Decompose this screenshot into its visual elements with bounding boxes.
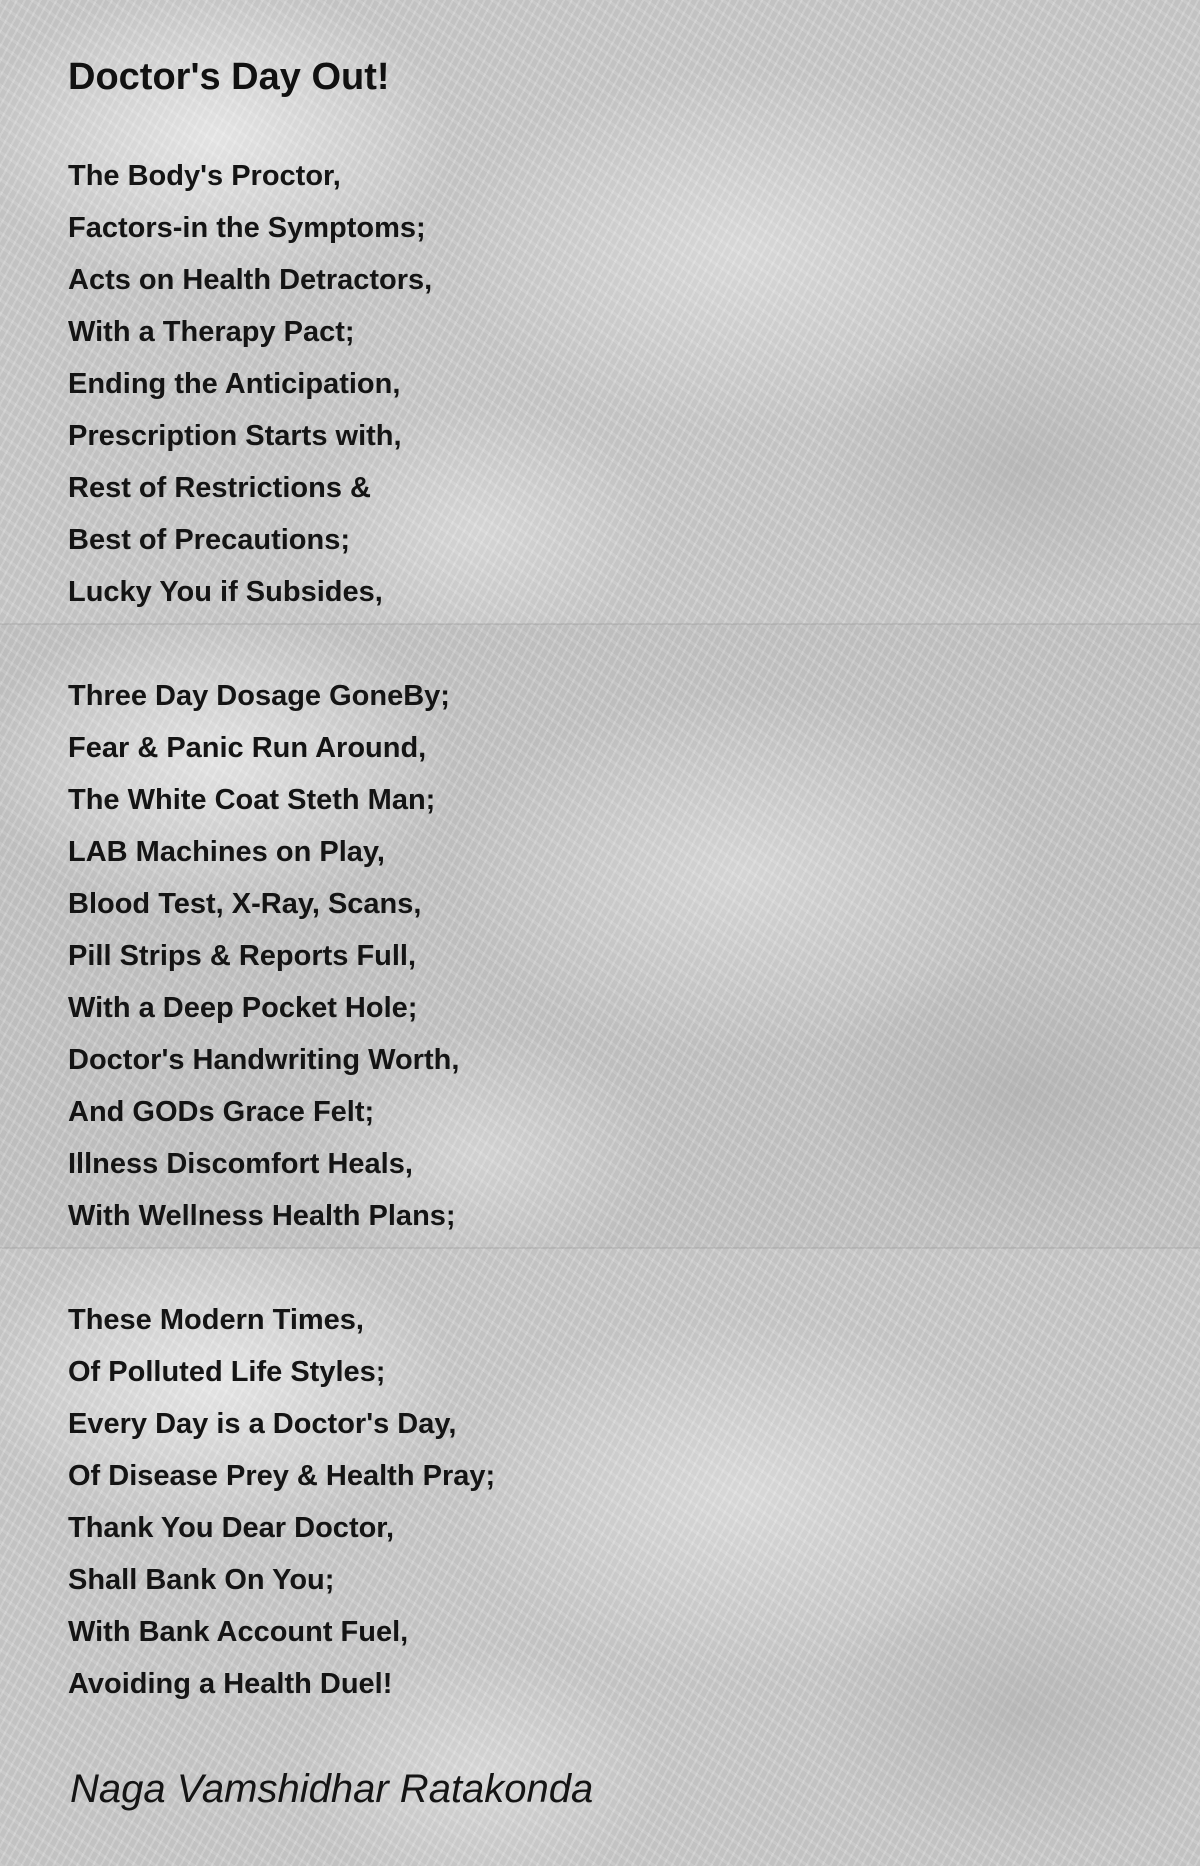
poem-line: Prescription Starts with, <box>68 420 402 452</box>
poem-line: And GODs Grace Felt; <box>68 1096 375 1128</box>
poem-line: Lucky You if Subsides, <box>68 576 383 608</box>
poem-line: Ending the Anticipation, <box>68 368 401 400</box>
poem-line: Of Disease Prey & Health Pray; <box>68 1460 496 1492</box>
poem-line: Best of Precautions; <box>68 524 350 556</box>
poem-line: With a Therapy Pact; <box>68 316 355 348</box>
poem-line: Three Day Dosage GoneBy; <box>68 680 450 712</box>
poem-line: With a Deep Pocket Hole; <box>68 992 418 1024</box>
poem-line: Doctor's Handwriting Worth, <box>68 1044 460 1076</box>
poem-line: With Wellness Health Plans; <box>68 1200 456 1232</box>
poem-line: Acts on Health Detractors, <box>68 264 433 296</box>
poem-line: Thank You Dear Doctor, <box>68 1512 395 1544</box>
poem-line: The Body's Proctor, <box>68 160 341 192</box>
stanza-break <box>68 622 495 674</box>
poem-body <box>68 154 495 1714</box>
poem-line: Every Day is a Doctor's Day, <box>68 1408 457 1440</box>
poem-line: The White Coat Steth Man; <box>68 784 436 816</box>
poem-line: LAB Machines on Play, <box>68 836 385 868</box>
poem-line: Illness Discomfort Heals, <box>68 1148 413 1180</box>
poem-line: Pill Strips & Reports Full, <box>68 940 417 972</box>
poem-title: Doctor's Day Out! <box>68 56 390 98</box>
poem-line: With Bank Account Fuel, <box>68 1616 409 1648</box>
stanza-break <box>68 1246 495 1298</box>
poem-line: Fear & Panic Run Around, <box>68 732 427 764</box>
poem-line: Blood Test, X-Ray, Scans, <box>68 888 422 920</box>
poem-author: Naga Vamshidhar Ratakonda <box>70 1767 594 1811</box>
poem-line: Rest of Restrictions & <box>68 472 371 504</box>
poem-line: Avoiding a Health Duel! <box>68 1668 393 1700</box>
poem-line: Shall Bank On You; <box>68 1564 335 1596</box>
poem-line: Of Polluted Life Styles; <box>68 1356 386 1388</box>
poem-line: Factors-in the Symptoms; <box>68 212 426 244</box>
poem-line: These Modern Times, <box>68 1304 364 1336</box>
